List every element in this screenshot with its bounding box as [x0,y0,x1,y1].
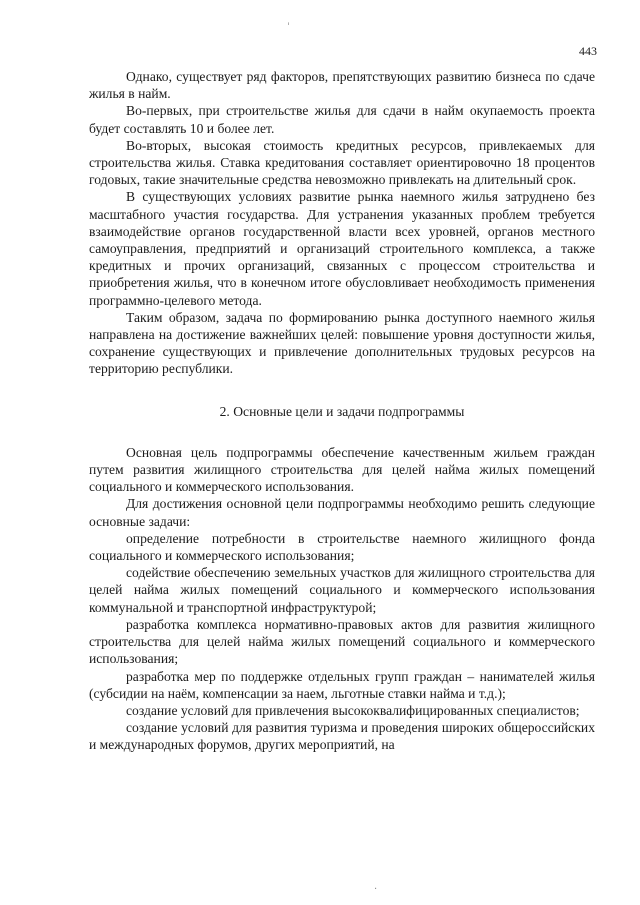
list-item: содействие обеспечению земельных участков для жилищного строительства для целей найма жилых помещений социального и коммерческого использования коммунальной и транспортной инфраструктурой; [89,565,595,615]
paragraph: Во-вторых, высокая стоимость кредитных ресурсов, привлекаемых для строительства жилья. Ставка кредитования составляет ориентировочно 18 процентов годовых, такие значительные средства невозможно привлекать на длительный срок. [89,137,595,188]
list-item: разработка комплекса нормативно-правовых актов для развития жилищного строительства для целей найма жилых помещений социального и коммерческого использования; [89,616,595,667]
scan-speck: ˈ [287,22,290,33]
paragraph: Однако, существует ряд факторов, препятствующих развитию бизнеса по сдаче жилья в найм. [89,69,595,102]
scan-speck: · [374,884,378,895]
section-heading: 2. Основные цели и задачи подпрограммы [219,403,465,419]
paragraph: Основная цель подпрограммы обеспечение качественным жильем граждан путем развития жилищного строительства для целей найма жилых помещений социального и коммерческого использования. [89,444,595,495]
paragraph: Для достижения основной цели подпрограммы необходимо решить следующие основные задачи: [89,496,595,529]
list-item: создание условий для привлечения высококвалифицированных специалистов; [126,702,580,718]
paragraph: В существующих условиях развитие рынка наемного жилья затруднено без масштабного участия государства. Для устранения указанных проблем требуется взаимодействие органов государственной власти всех уровней, органов местного самоуправления, предприятий и организаций строительного комплекса, а также кредитных и прочих организаций, связанных с процессом строительства и приобретения жилья, что в конечном итоге обусловливает необходимость применения программно-целевого метода. [89,189,595,308]
paragraph: Во-первых, при строительстве жилья для сдачи в найм окупаемость проекта будет составлять 10 и более лет. [89,103,595,136]
list-item: создание условий для развития туризма и проведения широких общероссийских и международных форумов, других мероприятий, на [89,720,595,753]
list-item: определение потребности в строительстве наемного жилищного фонда социального и коммерческого использования; [89,530,595,564]
paragraph: Таким образом, задача по формированию рынка доступного наемного жилья направлена на достижение важнейших целей: повышение уровня доступности жилья, сохранение существующих и привлечение дополнительных трудовых ресурсов на территорию республики. [89,309,595,377]
list-item: разработка мер по поддержке отдельных групп граждан – нанимателей жилья (субсидии на наём, компенсации за наем, льготные ставки найма и т.д.); [89,668,595,701]
document-body [89,68,595,754]
page-number: 443 [579,44,597,58]
